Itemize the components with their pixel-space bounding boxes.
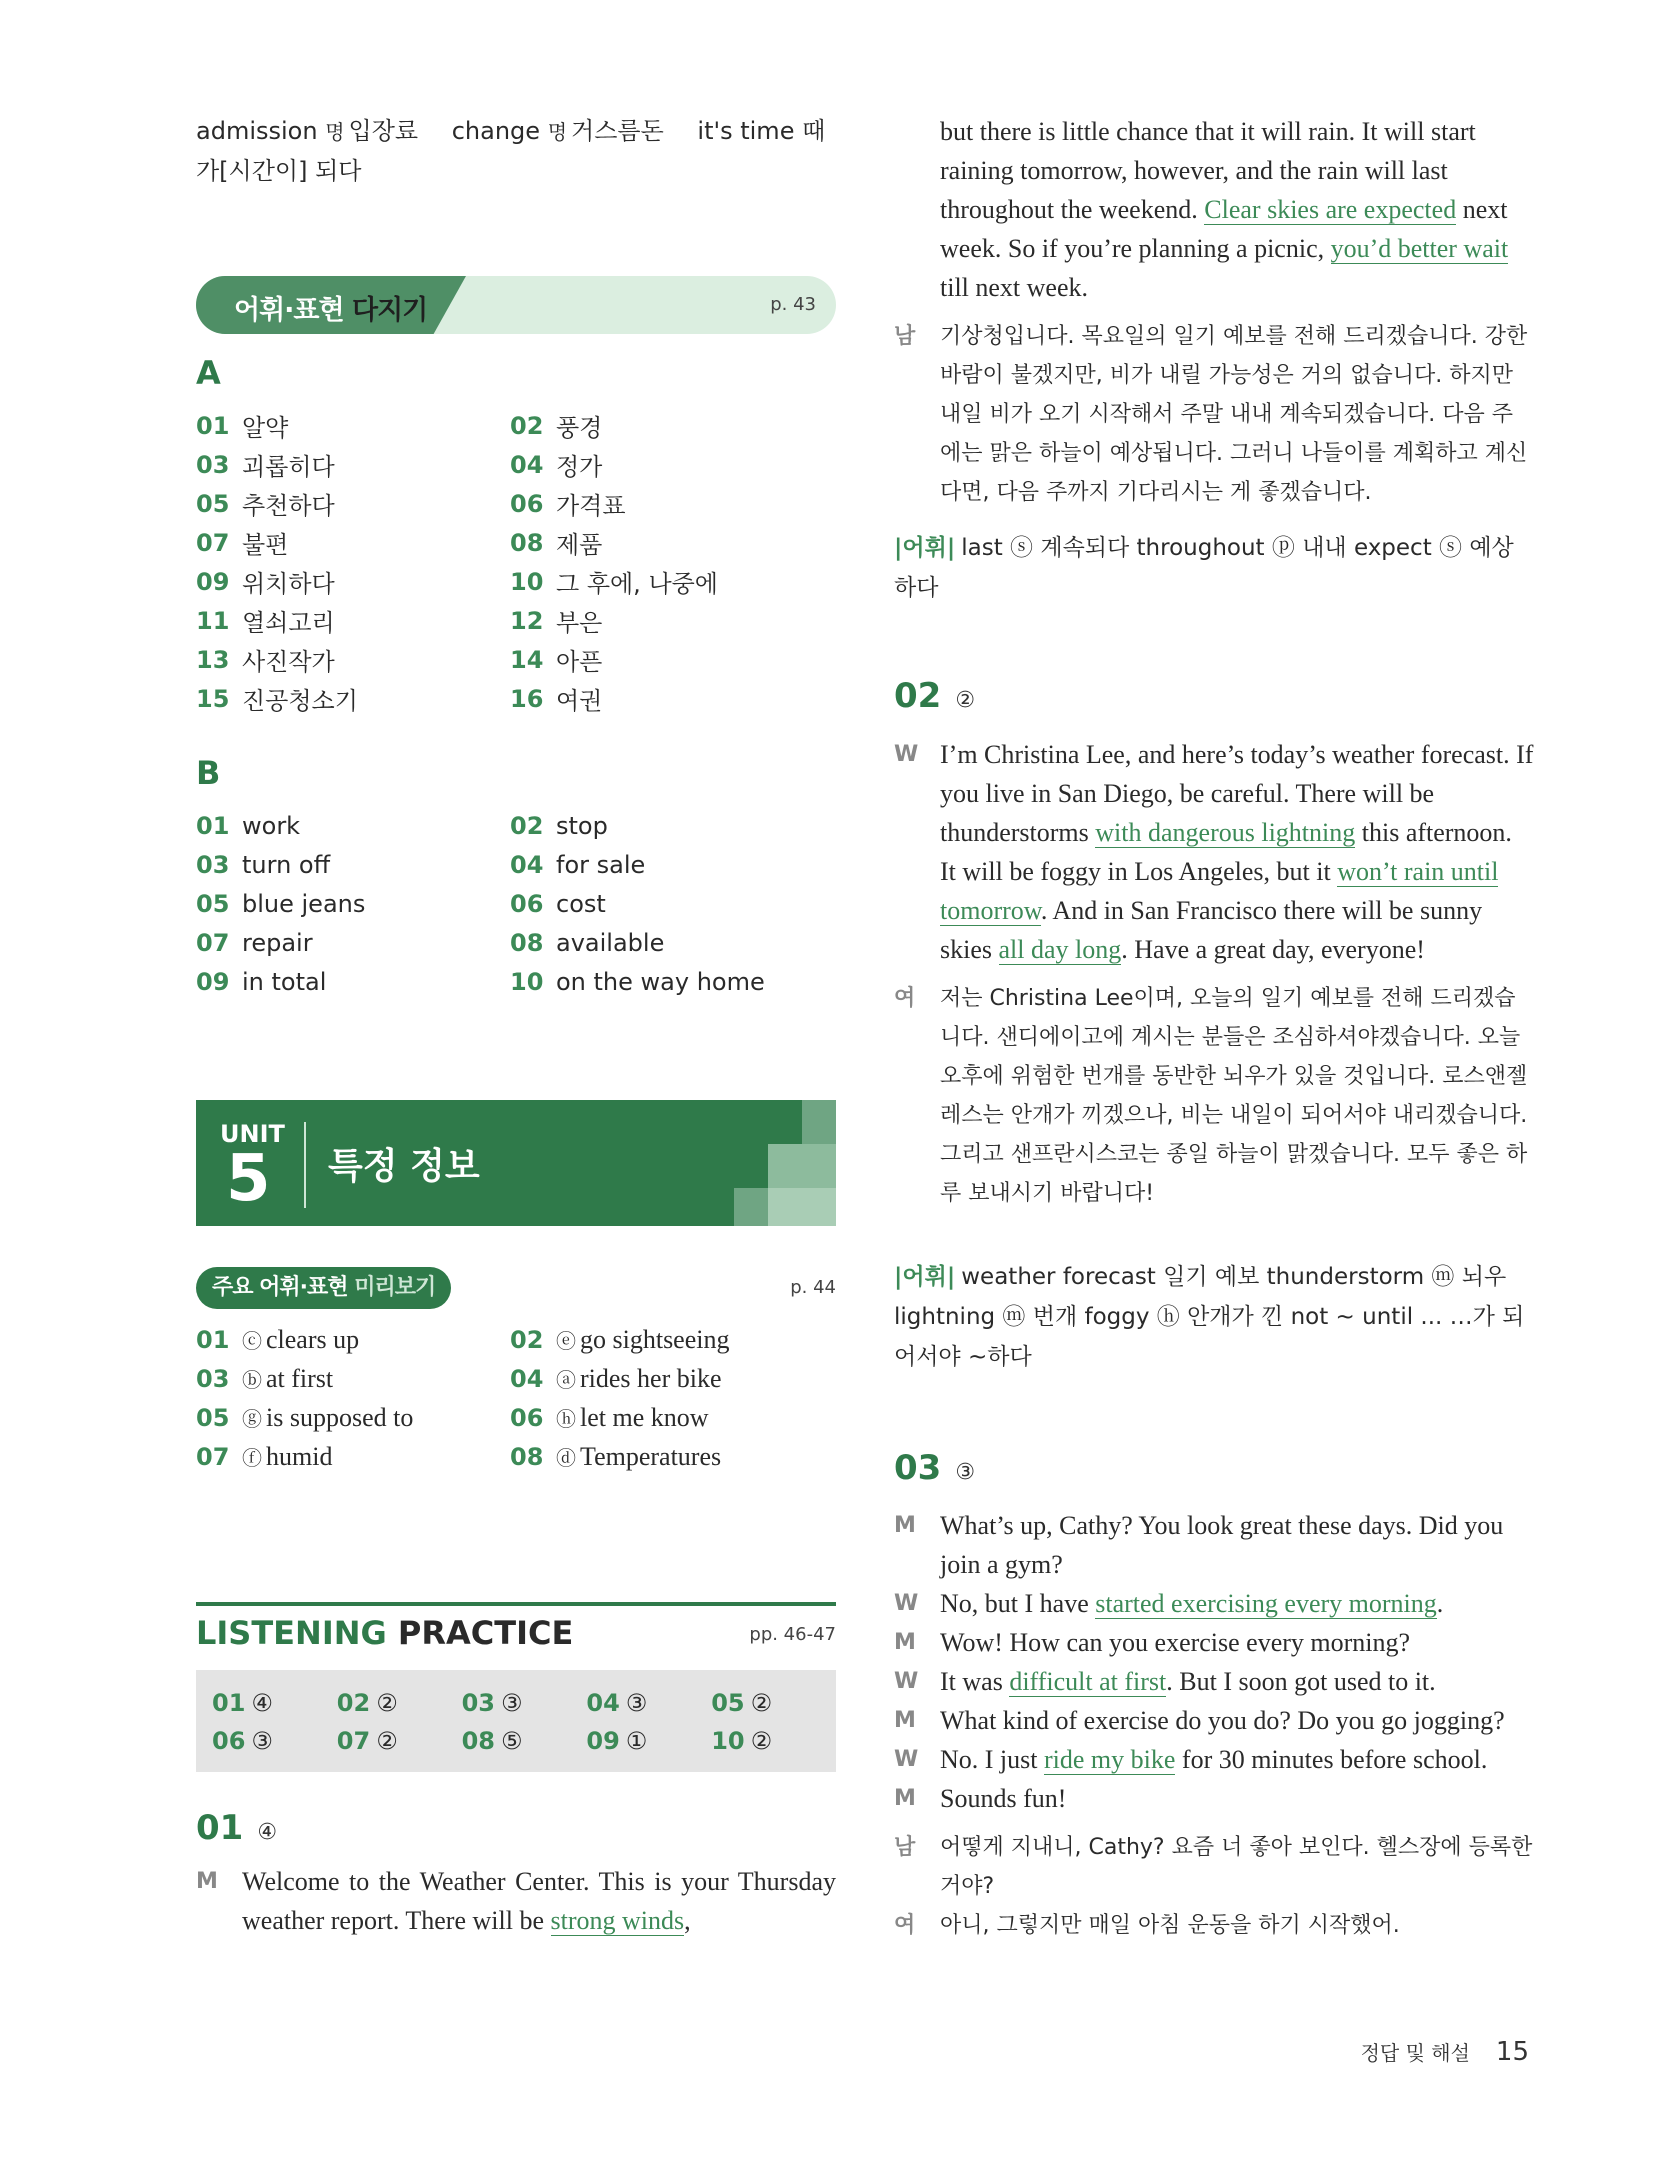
answer-item: [196, 851, 510, 879]
answer-text: let me know: [580, 1402, 709, 1432]
answer-item: [510, 1403, 824, 1433]
answer-number: 06: [510, 1403, 544, 1432]
question-03-script: [894, 1506, 1534, 1945]
answer-item: [510, 851, 824, 879]
speaker-label: M: [894, 1630, 916, 1655]
answer-choice: ③: [501, 1689, 523, 1717]
answer-row: [196, 1722, 836, 1760]
part-a-letter: A: [196, 354, 221, 392]
answer-item: [196, 681, 510, 716]
answer-text: available: [556, 928, 665, 957]
answer-item: [586, 1727, 711, 1755]
question-01-script-start: M Welcome to the Weather Center. This is your Thursday weather report. There will be strong winds,: [196, 1862, 836, 1940]
answer-row: [196, 806, 836, 845]
key-phrase: all day long: [998, 935, 1122, 964]
answer-row: [196, 445, 836, 484]
answer-text: 진공청소기: [242, 687, 358, 715]
dialogue-line: [894, 1779, 1534, 1818]
translation-line: [894, 1828, 1534, 1906]
answer-item: [586, 1689, 711, 1717]
answer-text: on the way home: [556, 967, 765, 996]
unit-divider: [304, 1122, 306, 1208]
key-phrase: difficult at first: [1009, 1667, 1167, 1696]
answer-text: 부은: [556, 609, 603, 637]
speaker-label: W: [894, 742, 919, 767]
translation: 기상청입니다. 목요일의 일기 예보를 전해 드리겠습니다. 강한 바람이 불겠지만, 비가 내릴 가능성은 거의 없습니다. 하지만 내일 비가 오기 시작해서 주말 내내 계속되겠습니다. 다음 주에는 맑은 하늘이 예상됩니다. 그러니 나들이를 계획하고 계신다면, 다음 주까지 기다리시는 게 좋겠습니다.: [940, 324, 1528, 505]
answer-number: 03: [461, 1689, 495, 1717]
answer-number: 15: [196, 684, 230, 713]
key-phrase: won’t rain until tomorrow: [940, 857, 1499, 925]
part-b-answers: [196, 806, 836, 1001]
answer-number: 08: [510, 528, 544, 557]
answer-text: go sightseeing: [580, 1324, 730, 1354]
answer-number: 08: [510, 1442, 544, 1471]
answer-item: [196, 1364, 510, 1394]
answer-text: 열쇠고리: [242, 609, 335, 637]
answer-row: [196, 1320, 836, 1359]
dialogue-line: [894, 1662, 1534, 1701]
answer-choice: ②: [750, 1689, 773, 1717]
decor-square: [802, 1100, 836, 1144]
decor-square: [768, 1188, 836, 1226]
option-letter: ⓔ: [556, 1329, 576, 1353]
answer-item: [510, 1442, 824, 1472]
dialogue-line: [894, 1506, 1534, 1584]
vocab-meaning: 입장료: [348, 117, 419, 145]
answer-text: 그 후에, 나중에: [556, 570, 718, 598]
key-phrase: you’d better wait: [1330, 234, 1509, 263]
answer-text: 제품: [556, 531, 603, 559]
page-footer: 정답 및 해설 15: [1360, 2037, 1529, 2067]
answer-item: [510, 564, 824, 599]
answer-number: 04: [510, 1364, 544, 1393]
answer-number: 06: [510, 489, 544, 518]
answer-row: [196, 1359, 836, 1398]
answer-row: [196, 1398, 836, 1437]
speaker-label: 여: [894, 986, 916, 1011]
answer-number: 05: [196, 1403, 230, 1432]
dialogue-text: It was difficult at first. But I soon got used to it.: [940, 1667, 1436, 1696]
answer-number: 02: [510, 1325, 544, 1354]
answer-item: [510, 968, 824, 996]
answer-row: [196, 884, 836, 923]
answer-item: [510, 929, 824, 957]
answer-number: 01: [212, 1689, 246, 1717]
answer-item: [510, 447, 824, 482]
answer-row: [196, 562, 836, 601]
answer-item: [510, 642, 824, 677]
section-title: 어휘·표현 다지기: [234, 295, 428, 326]
unit-number: 5: [226, 1142, 271, 1216]
dialogue-text: No, but I have started exercising every morning.: [940, 1589, 1444, 1618]
dialogue-text: What kind of exercise do you do? Do you go jogging?: [940, 1706, 1505, 1735]
answer-item: [196, 929, 510, 957]
answer-number: 01: [196, 1325, 230, 1354]
listening-title: LISTENING PRACTICE: [196, 1614, 574, 1652]
option-letter: ⓗ: [556, 1407, 576, 1431]
answer-number: 06: [510, 889, 544, 918]
vocab-meaning: 때가[시간이] 되다: [196, 117, 826, 185]
answer-item: [196, 408, 510, 443]
answer-row: [196, 962, 836, 1001]
answer-item: [196, 564, 510, 599]
question-01-vocab: |어휘| last ⓢ 계속되다 throughout ⓟ 내내 expect ⓢ 예상하다: [894, 535, 1514, 601]
question-02-heading: 02 ②: [894, 676, 976, 716]
listening-answer-box: [196, 1670, 836, 1772]
answer-text: blue jeans: [242, 889, 366, 918]
answer-item: [510, 890, 824, 918]
page-reference: pp. 46-47: [749, 1624, 836, 1645]
option-letter: ⓖ: [242, 1407, 262, 1431]
practice-section-header: [196, 276, 836, 334]
answer-number: 07: [336, 1727, 371, 1755]
answer-item: [196, 812, 510, 840]
answer-row: [196, 406, 836, 445]
answer-item: [212, 1727, 337, 1755]
answer-number: 10: [510, 967, 544, 996]
answer-row: [196, 1437, 836, 1476]
answer-choice: ⑤: [501, 1727, 523, 1755]
answer-choice: ②: [376, 1727, 398, 1755]
answer-item: [212, 1689, 337, 1717]
answer-number: 01: [196, 811, 230, 840]
answer-row: [196, 484, 836, 523]
speaker-label: W: [894, 1591, 919, 1616]
answer-item: [510, 486, 824, 521]
dialogue-text: Sounds fun!: [940, 1784, 1067, 1813]
top-vocab: [196, 112, 836, 191]
answer-text: cost: [556, 889, 606, 918]
question-03-heading: 03 ③: [894, 1448, 976, 1488]
answer-row: [196, 1684, 836, 1722]
answer-number: 07: [196, 528, 230, 557]
part-a-answers: [196, 406, 836, 718]
answer-text: 위치하다: [242, 570, 335, 598]
answer-item: [510, 812, 824, 840]
answer-number: 07: [196, 1442, 230, 1471]
page-reference: p. 44: [790, 1277, 836, 1298]
answer-choice: ②: [376, 1689, 398, 1717]
answer-item: [196, 1442, 510, 1472]
answer-text: 괴롭히다: [242, 453, 335, 481]
vocab-word: admission: [196, 117, 318, 145]
answer-number: 05: [196, 889, 230, 918]
answer-text: 사진작가: [242, 648, 335, 676]
answer-number: 07: [196, 928, 230, 957]
translation-line: [894, 1906, 1534, 1945]
question-02-vocab: |어휘| weather forecast 일기 예보 thunderstorm ⓜ 뇌우 lightning ⓜ 번개 foggy ⓗ 안개가 낀 not ~ until ... …가 되어서야 ~하다: [894, 1264, 1525, 1370]
answer-number: 14: [510, 645, 544, 674]
answer-text: Temperatures: [580, 1441, 722, 1471]
question-01-heading: 01 ④: [196, 1808, 278, 1848]
option-letter: ⓕ: [242, 1446, 262, 1470]
answer-number: 08: [510, 928, 544, 957]
answer-text: 알약: [242, 414, 289, 442]
answer-item: [196, 525, 510, 560]
answer-item: [462, 1727, 587, 1755]
answer-item: [196, 1403, 510, 1433]
answer-row: [196, 845, 836, 884]
dialogue-line: [894, 1740, 1534, 1779]
translation: 어떻게 지내니, Cathy? 요즘 너 좋아 보인다. 헬스장에 등록한 거야?: [940, 1835, 1533, 1899]
answer-item: [510, 681, 824, 716]
answer-row: [196, 640, 836, 679]
option-letter: ⓐ: [556, 1368, 576, 1392]
answer-number: 16: [510, 684, 544, 713]
answer-choice: ④: [251, 1689, 273, 1717]
answer-row: [196, 523, 836, 562]
preview-section-header: 주요 어휘·표현 미리보기: [196, 1267, 451, 1309]
answer-text: 정가: [556, 453, 603, 481]
answer-item: [337, 1689, 462, 1717]
vocab-word: change: [451, 117, 541, 145]
speaker-label: M: [894, 1786, 916, 1811]
answer-item: [510, 525, 824, 560]
answer-number: 08: [461, 1727, 495, 1755]
answer-text: 가격표: [556, 492, 626, 520]
pos-mark: 명: [325, 120, 345, 144]
answer-choice: ③: [625, 1689, 648, 1717]
answer-item: [462, 1689, 587, 1717]
option-letter: ⓓ: [556, 1446, 576, 1470]
answer-text: work: [242, 811, 301, 840]
question-01-script-cont: but there is little chance that it will rain. It will start raining tomorrow, however, and the rain will last throughout the weekend. Clear skies are expected next week. So if you’re planning a picnic, you’d better wait till next week. 남 기상청입니다. 목요일의 일기 예보를 전해 드리겠습니다. 강한 바람이 불겠지만, 비가 내릴 가능성은 거의 없습니다. 하지만 내일 비가 오기 시작해서 주말 내내 계속되겠습니다. 다음 주에는 맑은 하늘이 예상됩니다. 그러니 나들이를 계획하고 계신다면, 다음 주까지 기다리시는 게 좋겠습니다.: [894, 112, 1534, 512]
answer-number: 10: [711, 1727, 745, 1755]
answer-choice: ①: [625, 1727, 648, 1755]
key-phrase: strong winds: [550, 1906, 685, 1935]
page-number: 15: [1495, 2037, 1529, 2067]
unit-banner: [196, 1100, 836, 1226]
question-02-script: W I’m Christina Lee, and here’s today’s weather forecast. If you live in San Diego, be careful. There will be thunderstorms with dangerous lightning this afternoon. It will be foggy in Los Angeles, but it won’t rain until tomorrow. And in San Francisco there will be sunny skies all day long. Have a great day, everyone! 여 저는 Christina Lee이며, 오늘의 일기 예보를 전해 드리겠습니다. 샌디에이고에 계시는 분들은 조심하셔야겠습니다. 오늘 오후에 위험한 번개를 동반한 뇌우가 있을 것입니다. 로스앤젤레스는 안개가 끼겠으나, 비는 내일이 되어서야 내리겠습니다. 그리고 샌프란시스코는 종일 하늘이 맑겠습니다. 모두 좋은 하루 보내시기 바랍니다!: [894, 735, 1534, 1213]
answer-item: [196, 603, 510, 638]
unit-label: UNIT: [220, 1120, 285, 1148]
listening-divider: [196, 1602, 836, 1606]
decor-square: [768, 1144, 836, 1188]
speaker-label: 남: [894, 324, 916, 349]
answer-number: 04: [510, 850, 544, 879]
answer-text: 풍경: [556, 414, 603, 442]
answer-row: [196, 679, 836, 718]
translation: 아니, 그렇지만 매일 아침 운동을 하기 시작했어.: [940, 1913, 1400, 1938]
answer-text: 아픈: [556, 648, 603, 676]
answer-row: [196, 923, 836, 962]
answer-number: 06: [212, 1727, 246, 1755]
answer-item: [196, 447, 510, 482]
answer-number: 12: [510, 606, 544, 635]
preview-answers: [196, 1320, 836, 1476]
answer-item: [510, 1325, 824, 1355]
answer-item: [510, 408, 824, 443]
answer-number: 02: [336, 1689, 371, 1717]
answer-number: 05: [711, 1689, 745, 1717]
answer-number: 02: [510, 811, 544, 840]
answer-text: clears up: [266, 1324, 360, 1354]
answer-item: [196, 1325, 510, 1355]
key-phrase: with dangerous lightning: [1095, 818, 1356, 847]
answer-number: 03: [196, 450, 230, 479]
answer-number: 03: [196, 1364, 230, 1393]
answer-number: 11: [196, 606, 230, 635]
answer-text: at first: [266, 1363, 334, 1393]
unit-title: 특정 정보: [328, 1146, 480, 1187]
answer-text: 여권: [556, 687, 603, 715]
answer-number: 04: [510, 450, 544, 479]
speaker-label: 여: [894, 1913, 916, 1938]
answer-number: 10: [510, 567, 544, 596]
vocab-meaning: 거스름돈: [571, 117, 664, 145]
answer-number: 09: [196, 967, 230, 996]
speaker-label: M: [894, 1513, 916, 1538]
key-phrase: started exercising every morning: [1095, 1589, 1437, 1618]
speaker-label: W: [894, 1747, 919, 1772]
vocab-word: it's time: [697, 117, 795, 145]
dialogue-line: [894, 1701, 1534, 1740]
answer-number: 01: [196, 411, 230, 440]
speaker-label: M: [196, 1869, 218, 1894]
answer-item: [711, 1727, 836, 1755]
answer-number: 05: [196, 489, 230, 518]
answer-number: 09: [586, 1727, 620, 1755]
dialogue-line: [894, 1623, 1534, 1662]
page-reference: p. 43: [770, 294, 816, 315]
dialogue-text: No. I just ride my bike for 30 minutes before school.: [940, 1745, 1488, 1774]
dialogue-text: Wow! How can you exercise every morning?: [940, 1628, 1411, 1657]
answer-number: 13: [196, 645, 230, 674]
answer-item: [196, 890, 510, 918]
answer-item: [196, 486, 510, 521]
key-phrase: ride my bike: [1044, 1745, 1176, 1774]
key-phrase: Clear skies are expected: [1204, 195, 1457, 224]
answer-text: rides her bike: [580, 1363, 722, 1393]
answer-text: is supposed to: [266, 1402, 414, 1432]
answer-text: 추천하다: [242, 492, 335, 520]
answer-text: repair: [242, 928, 313, 957]
answer-row: [196, 601, 836, 640]
answer-item: [711, 1689, 836, 1717]
answer-number: 02: [510, 411, 544, 440]
answer-text: in total: [242, 967, 327, 996]
answer-text: 불편: [242, 531, 289, 559]
speaker-label: 남: [894, 1835, 916, 1860]
answer-text: stop: [556, 811, 608, 840]
answer-item: [510, 1364, 824, 1394]
dialogue-line: [894, 1584, 1534, 1623]
answer-item: [196, 968, 510, 996]
answer-number: 09: [196, 567, 230, 596]
answer-choice: ②: [750, 1727, 773, 1755]
answer-item: [337, 1727, 462, 1755]
answer-choice: ③: [251, 1727, 273, 1755]
part-b-letter: B: [196, 754, 221, 792]
option-letter: ⓒ: [242, 1329, 262, 1353]
pos-mark: 명: [547, 120, 568, 144]
answer-text: humid: [266, 1441, 333, 1471]
option-letter: ⓑ: [242, 1368, 262, 1392]
speaker-label: W: [894, 1669, 919, 1694]
answer-item: [196, 642, 510, 677]
answer-number: 03: [196, 850, 230, 879]
answer-number: 04: [586, 1689, 620, 1717]
speaker-label: M: [894, 1708, 916, 1733]
decor-square: [734, 1188, 768, 1226]
translation: 저는 Christina Lee이며, 오늘의 일기 예보를 전해 드리겠습니다. 샌디에이고에 계시는 분들은 조심하셔야겠습니다. 오늘 오후에 위험한 번개를 동반한 뇌우가 있을 것입니다. 로스앤젤레스는 안개가 끼겠으나, 비는 내일이 되어서야 내리겠습니다. 그리고 샌프란시스코는 종일 하늘이 맑겠습니다. 모두 좋은 하루 보내시기 바랍니다!: [940, 986, 1528, 1206]
answer-text: turn off: [242, 850, 331, 879]
answer-text: for sale: [556, 850, 646, 879]
dialogue-text: What’s up, Cathy? You look great these days. Did you join a gym?: [940, 1511, 1504, 1579]
answer-item: [510, 603, 824, 638]
